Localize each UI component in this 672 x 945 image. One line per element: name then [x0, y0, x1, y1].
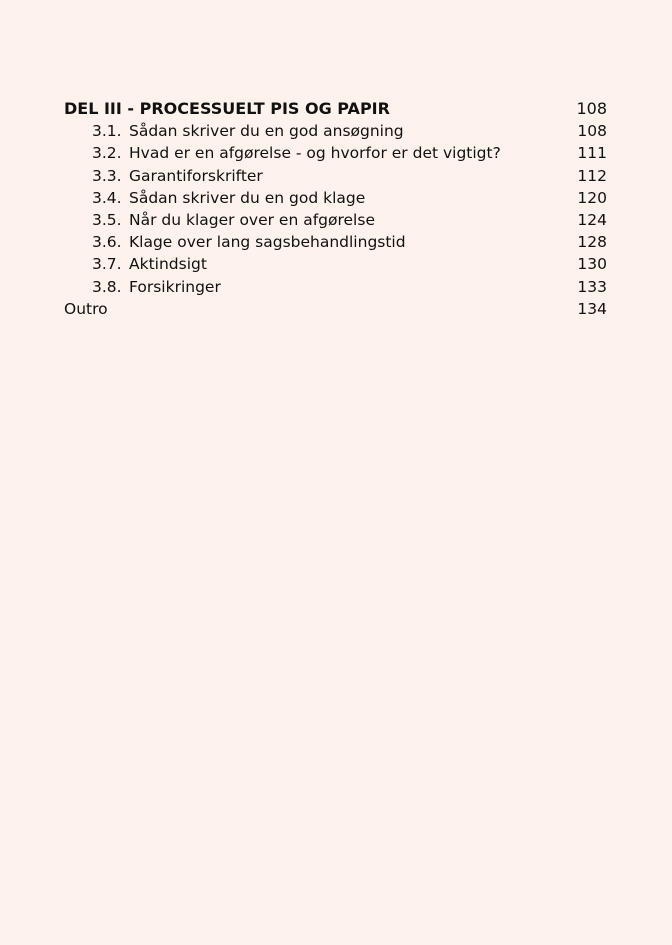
- toc-page-number: 134: [577, 299, 607, 318]
- toc-entry-number: 3.8.: [92, 277, 122, 296]
- toc-entry-title: Sådan skriver du en god ansøgning: [129, 122, 404, 141]
- toc-entry-title: Når du klager over en afgørelse: [129, 210, 375, 229]
- toc-page-number: 120: [577, 188, 607, 207]
- toc-entry-3-7[interactable]: [64, 253, 607, 275]
- toc-page-number: 112: [577, 166, 607, 185]
- toc-entry-number: 3.4.: [92, 188, 122, 207]
- toc-entry-3-3[interactable]: [64, 165, 607, 187]
- toc-entry-number: 3.7.: [92, 255, 122, 274]
- toc-entry-3-2[interactable]: [64, 142, 607, 164]
- toc-entry-title: Garantiforskrifter: [129, 166, 263, 185]
- toc-page-number: 108: [576, 99, 607, 118]
- toc-page-number: 111: [577, 144, 607, 163]
- toc-entry-title: Klage over lang sagsbehandlingstid: [129, 233, 406, 252]
- toc-entry-title: Sådan skriver du en god klage: [129, 188, 366, 207]
- toc-entry-title: Forsikringer: [129, 277, 221, 296]
- toc-entry-number: 3.1.: [92, 122, 122, 141]
- toc-entry-3-8[interactable]: [64, 276, 607, 298]
- toc-entry-title: Outro: [64, 299, 108, 318]
- toc-entry-number: 3.6.: [92, 233, 122, 252]
- toc-section-title: DEL III - PROCESSUELT PIS OG PAPIR: [64, 99, 390, 118]
- toc-entry-number: 3.2.: [92, 144, 122, 163]
- toc-entry-number: 3.5.: [92, 210, 122, 229]
- toc-page-number: 124: [577, 210, 607, 229]
- toc-entry-title: Hvad er en afgørelse - og hvorfor er det vigtigt?: [129, 144, 501, 163]
- toc-page-number: 128: [577, 233, 607, 252]
- toc-page-number: 133: [577, 277, 607, 296]
- toc-entry-3-5[interactable]: [64, 209, 607, 231]
- toc-entry-title: Aktindsigt: [129, 255, 207, 274]
- toc-page-number: 108: [577, 122, 607, 141]
- toc-entry-3-4[interactable]: [64, 187, 607, 209]
- table-of-contents: [64, 98, 607, 320]
- toc-entry-outro[interactable]: [64, 298, 607, 320]
- toc-entry-3-6[interactable]: [64, 231, 607, 253]
- toc-entry-number: 3.3.: [92, 166, 122, 185]
- toc-entry-3-1[interactable]: [64, 120, 607, 142]
- toc-section-heading[interactable]: [64, 98, 607, 120]
- toc-page-number: 130: [577, 255, 607, 274]
